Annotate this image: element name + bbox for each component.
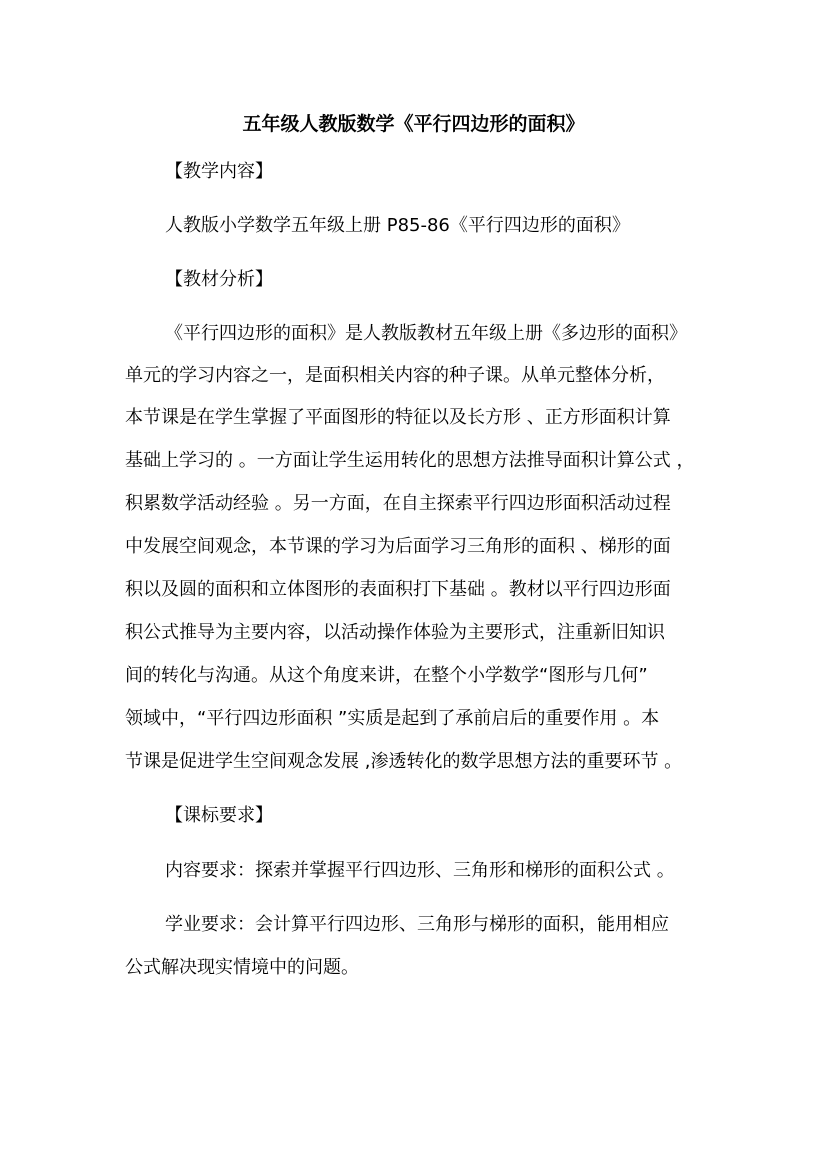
analysis-line: 积公式推导为主要内容，以活动操作体验为主要形式，注重新旧知识 bbox=[125, 622, 665, 643]
analysis-line: 积以及圆的面积和立体图形的表面积打下基础 。教材以平行四边形面 bbox=[125, 579, 671, 600]
learning-requirement-line: 学业要求：会计算平行四边形、三角形与梯形的面积，能用相应 bbox=[165, 914, 669, 935]
analysis-line: 《平行四边形的面积》是人教版教材五年级上册《多边形的面积》 bbox=[165, 323, 687, 344]
analysis-line: 中发展空间观念，本节课的学习为后面学习三角形的面积 、梯形的面 bbox=[125, 536, 671, 557]
section-heading-teaching-content: 【教学内容】 bbox=[165, 161, 273, 182]
document-title: 五年级人教版数学《平行四边形的面积》 bbox=[242, 113, 585, 135]
analysis-line: 间的转化与沟通。从这个角度来讲，在整个小学数学“图形与几何” bbox=[125, 665, 648, 686]
section-heading-material-analysis: 【教材分析】 bbox=[165, 269, 273, 290]
analysis-line: 单元的学习内容之一，是面积相关内容的种子课。从单元整体分析， bbox=[125, 365, 665, 386]
analysis-line: 本节课是在学生掌握了平面图形的特征以及长方形 、正方形面积计算 bbox=[125, 407, 671, 428]
teaching-content-text: 人教版小学数学五年级上册 P85-86《平行四边形的面积》 bbox=[165, 215, 630, 236]
learning-requirement-line: 公式解决现实情境中的问题。 bbox=[125, 957, 359, 978]
analysis-line: 领域中，“平行四边形面积 ”实质是起到了承前启后的重要作用 。本 bbox=[125, 708, 660, 729]
analysis-line: 积累数学活动经验 。另一方面，在自主探索平行四边形面积活动过程 bbox=[125, 493, 671, 514]
analysis-line: 基础上学习的 。一方面让学生运用转化的思想方法推导面积计算公式 ， bbox=[125, 450, 695, 471]
section-heading-curriculum-standards: 【课标要求】 bbox=[165, 805, 273, 826]
content-requirement: 内容要求：探索并掌握平行四边形、三角形和梯形的面积公式 。 bbox=[165, 860, 675, 881]
analysis-line: 节课是促进学生空间观念发展 ,渗透转化的数学思想方法的重要环节 。 bbox=[125, 751, 683, 772]
